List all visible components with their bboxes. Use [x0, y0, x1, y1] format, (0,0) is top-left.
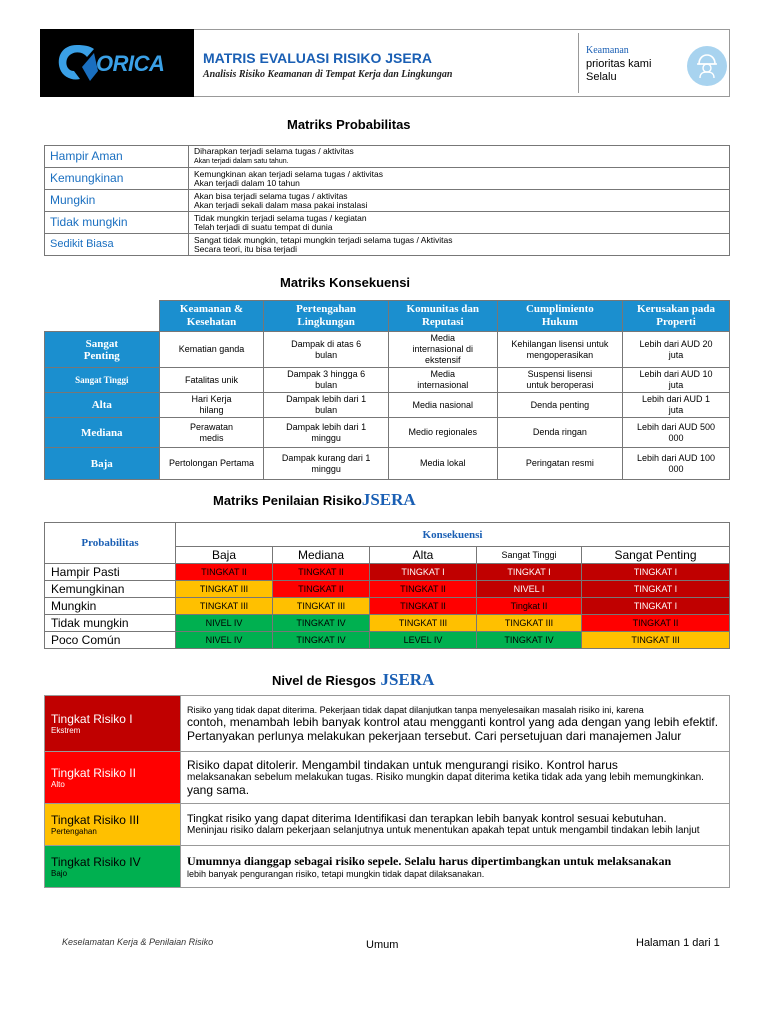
table-row: [45, 632, 730, 649]
risk-cell: TINGKAT III: [273, 598, 370, 615]
cell: Dampak lebih dari 1 bulan: [264, 393, 388, 418]
column-header: Cumplimiento Hukum: [497, 301, 622, 332]
level-name-cell: Tingkat Risiko IV Bajo: [45, 846, 181, 888]
row-label: Mediana: [45, 418, 160, 448]
risk-matrix-title: Matriks Penilaian RisikoJSERA: [213, 490, 416, 509]
tagline-2: prioritas kami: [586, 58, 652, 70]
prob-desc: Akan bisa terjadi selama tugas / aktivitas Akan terjadi sekali dalam masa pakai instalasi: [189, 190, 730, 212]
row-label: Mungkin: [45, 598, 176, 615]
risk-cell: TINGKAT II: [370, 581, 477, 598]
cell: Dampak di atas 6 bulan: [264, 332, 388, 368]
table-row: [45, 168, 730, 190]
risk-cell: TINGKAT II: [370, 598, 477, 615]
cell: Perawatan medis: [159, 418, 264, 448]
table-row: [45, 393, 730, 418]
table-header-row: [45, 523, 730, 547]
risk-cell: TINGKAT II: [273, 581, 370, 598]
risk-matrix-body: [45, 564, 730, 649]
risk-cell: TINGKAT III: [477, 615, 582, 632]
level-description: Umumnya dianggap sebagai risiko sepele. Selalu harus dipertimbangkan untuk melaksanakan lebih banyak pengurangan risiko, tetapi mungkin tidak dapat dilaksanakan.: [181, 846, 730, 888]
row-label: Baja: [45, 448, 160, 480]
row-label: Poco Común: [45, 632, 176, 649]
cell: Lebih dari AUD 500 000: [623, 418, 730, 448]
risk-cell: Tingkat II: [477, 598, 582, 615]
column-header: Mediana: [273, 547, 370, 564]
risk-cell: TINGKAT I: [582, 564, 730, 581]
table-row: [45, 190, 730, 212]
risk-cell: TINGKAT I: [477, 564, 582, 581]
prob-desc: Kemungkinan akan terjadi selama tugas / aktivitas Akan terjadi dalam 10 tahun: [189, 168, 730, 190]
column-header: Komunitas dan Reputasi: [388, 301, 497, 332]
page-subtitle: Analisis Risiko Keamanan di Tempat Kerja dan Lingkungan: [203, 69, 453, 80]
prob-desc: Diharapkan terjadi selama tugas / aktivitas Akan terjadi dalam satu tahun.: [189, 146, 730, 168]
row-label: Kemungkinan: [45, 581, 176, 598]
cell: Pertolongan Pertama: [159, 448, 264, 480]
footer-left: Keselamatan Kerja & Penilaian Risiko: [62, 937, 214, 947]
table-row: [45, 212, 730, 234]
prob-label: Sedikit Biasa: [45, 234, 189, 256]
cell: Denda penting: [497, 393, 622, 418]
consequence-title: Matriks Konsekuensi: [280, 275, 411, 290]
risk-cell: TINGKAT III: [370, 615, 477, 632]
risk-matrix-table: [44, 522, 730, 649]
cell: Lebih dari AUD 1 juta: [623, 393, 730, 418]
column-header: Pertengahan Lingkungan: [264, 301, 388, 332]
prob-label: Kemungkinan: [45, 168, 189, 190]
cell: Media lokal: [388, 448, 497, 480]
table-row: [45, 581, 730, 598]
table-row: [45, 146, 730, 168]
table-row: [45, 846, 730, 888]
risk-levels-table: [44, 695, 730, 888]
orica-logo: [40, 29, 194, 97]
level-description: Tingkat risiko yang dapat diterima Identifikasi dan terapkan lebih banyak kontrol sesuai kebutuhan. Meninjau risiko dalam pekerjaan selanjutnya untuk menentukan apakah tepat untuk mengambil tindakan lebih lanjut: [181, 804, 730, 846]
risk-cell: TINGKAT II: [176, 564, 273, 581]
risk-cell: NIVEL IV: [176, 615, 273, 632]
column-header: Keamanan & Kesehatan: [159, 301, 264, 332]
cell: Media internasional: [388, 368, 497, 393]
tagline-1: Keamanan: [586, 45, 629, 56]
level-name-cell: Tingkat Risiko III Pertengahan: [45, 804, 181, 846]
row-label: Alta: [45, 393, 160, 418]
risk-cell: TINGKAT III: [176, 598, 273, 615]
risk-cell: TINGKAT II: [273, 564, 370, 581]
consequence-header: Konsekuensi: [176, 523, 730, 547]
probability-title: Matriks Probabilitas: [287, 117, 411, 132]
cell: Lebih dari AUD 10 juta: [623, 368, 730, 393]
column-header: Sangat Tinggi: [477, 547, 582, 564]
table-row: [45, 752, 730, 804]
levels-title: Nivel de Riesgos JSERA: [272, 670, 435, 689]
safety-helmet-icon: [687, 46, 727, 86]
cell: Suspensi lisensi untuk beroperasi: [497, 368, 622, 393]
risk-cell: NIVEL I: [477, 581, 582, 598]
table-row: [45, 615, 730, 632]
cell: Hari Kerja hilang: [159, 393, 264, 418]
cell: Fatalitas unik: [159, 368, 264, 393]
table-row: [45, 598, 730, 615]
empty-corner: [45, 301, 160, 332]
risk-cell: NIVEL IV: [176, 632, 273, 649]
level-description: Risiko yang tidak dapat diterima. Pekerjaan tidak dapat dilanjutkan tanpa menyelesaikan masalah risiko ini, karena contoh, menambah lebih banyak kontrol atau mengganti kontrol yang ada dengan yang lebih efektif. Pertanyakan perlunya melakukan pekerjaan tersebut. Cari persetujuan dari manajemen Jalur: [181, 696, 730, 752]
risk-cell: TINGKAT IV: [273, 615, 370, 632]
risk-cell: TINGKAT I: [370, 564, 477, 581]
level-name-cell: Tingkat Risiko I Ekstrem: [45, 696, 181, 752]
table-row: [45, 418, 730, 448]
risk-cell: TINGKAT I: [582, 581, 730, 598]
orica-swirl-icon: [54, 41, 100, 85]
table-row: [45, 368, 730, 393]
cell: Media nasional: [388, 393, 497, 418]
level-name-cell: Tingkat Risiko II Alto: [45, 752, 181, 804]
cell: Kehilangan lisensi untuk mengoperasikan: [497, 332, 622, 368]
risk-cell: TINGKAT IV: [273, 632, 370, 649]
risk-cell: TINGKAT IV: [477, 632, 582, 649]
cell: Peringatan resmi: [497, 448, 622, 480]
column-header: Alta: [370, 547, 477, 564]
column-header: Sangat Penting: [582, 547, 730, 564]
probability-header: Probabilitas: [45, 523, 176, 564]
row-label: Hampir Pasti: [45, 564, 176, 581]
cell: Lebih dari AUD 20 juta: [623, 332, 730, 368]
risk-cell: LEVEL IV: [370, 632, 477, 649]
prob-label: Hampir Aman: [45, 146, 189, 168]
cell: Lebih dari AUD 100 000: [623, 448, 730, 480]
consequence-table: [44, 300, 730, 480]
page-title: MATRIS EVALUASI RISIKO JSERA: [203, 50, 432, 66]
prob-desc: Sangat tidak mungkin, tetapi mungkin terjadi selama tugas / Aktivitas Secara teori, itu bisa terjadi: [189, 234, 730, 256]
prob-label: Tidak mungkin: [45, 212, 189, 234]
header-divider: [578, 33, 579, 93]
table-row: [45, 234, 730, 256]
risk-cell: TINGKAT III: [176, 581, 273, 598]
prob-desc: Tidak mungkin terjadi selama tugas / kegiatan Telah terjadi di suatu tempat di dunia: [189, 212, 730, 234]
level-description: Risiko dapat ditolerir. Mengambil tindakan untuk mengurangi risiko. Kontrol harus melaksanakan sebelum melakukan tugas. Risiko mungkin dapat diterima ketika tidak ada yang lebih memungkinkan. yang sama.: [181, 752, 730, 804]
table-row: [45, 696, 730, 752]
cell: Dampak kurang dari 1 minggu: [264, 448, 388, 480]
risk-cell: TINGKAT III: [582, 632, 730, 649]
tagline-3: Selalu: [586, 71, 617, 83]
logo-text: ORICA: [96, 51, 165, 76]
risk-cell: TINGKAT I: [582, 598, 730, 615]
prob-label: Mungkin: [45, 190, 189, 212]
table-row: [45, 564, 730, 581]
row-label: Sangat Penting: [45, 332, 160, 368]
cell: Dampak 3 hingga 6 bulan: [264, 368, 388, 393]
column-header: Kerusakan pada Properti: [623, 301, 730, 332]
cell: Dampak lebih dari 1 minggu: [264, 418, 388, 448]
table-row: [45, 448, 730, 480]
row-label: Sangat Tinggi: [45, 368, 160, 393]
table-header-row: [45, 301, 730, 332]
cell: Media internasional di ekstensif: [388, 332, 497, 368]
row-label: Tidak mungkin: [45, 615, 176, 632]
footer-center: Umum: [366, 939, 399, 951]
page-number: Halaman 1 dari 1: [636, 937, 720, 949]
cell: Denda ringan: [497, 418, 622, 448]
table-row: [45, 332, 730, 368]
risk-cell: TINGKAT II: [582, 615, 730, 632]
probability-table: [44, 145, 730, 256]
cell: Kematian ganda: [159, 332, 264, 368]
table-row: [45, 804, 730, 846]
column-header: Baja: [176, 547, 273, 564]
cell: Medio regionales: [388, 418, 497, 448]
